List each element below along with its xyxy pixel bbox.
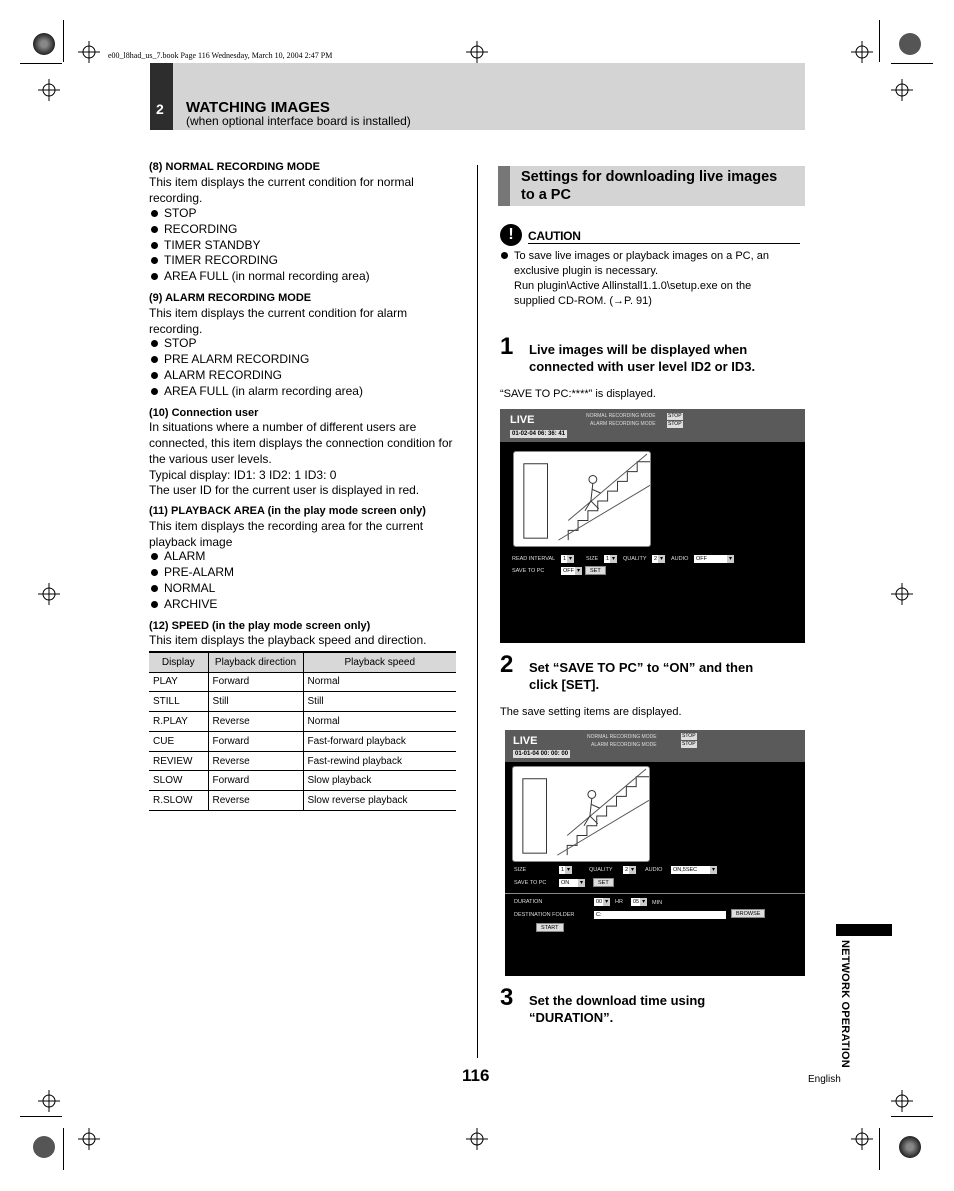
section-11-heading: (11) PLAYBACK AREA (in the play mode screen only) (149, 505, 426, 517)
camera-image (513, 451, 651, 547)
registration-mark-icon (78, 1128, 100, 1150)
step-instruction-line: click [SET]. (529, 677, 600, 692)
column-header: Display (149, 652, 208, 672)
step-instruction-line: connected with user level ID2 or ID3. (529, 359, 756, 374)
read-interval-label: READ INTERVAL (512, 556, 556, 562)
step-note: The save setting items are displayed. (500, 706, 682, 718)
size-label: SIZE (514, 867, 527, 873)
caution-text-line: To save live images or playback images on a PC, an (514, 250, 769, 262)
caution-text-line: Run plugin\Active Allinstall1.1.0\setup.exe on the (514, 280, 752, 292)
recording-mode-labels (586, 412, 656, 428)
save-to-pc-select[interactable]: ON ▾ (559, 879, 585, 887)
chapter-side-tab (836, 924, 892, 936)
timestamp: 01-02-04 06: 36: 41 (512, 431, 566, 437)
column-header: Playback speed (303, 652, 456, 672)
table-cell: STILL (149, 692, 208, 712)
read-interval-select[interactable]: 1 ▾ (561, 555, 574, 563)
step-instruction-line: Live images will be displayed when (529, 342, 748, 357)
language-label: English (808, 1074, 841, 1085)
section-8-heading: (8) NORMAL RECORDING MODE (149, 161, 320, 173)
section-title-accent (498, 166, 510, 206)
caution-label: CAUTION (528, 229, 581, 243)
table-cell: Slow playback (303, 771, 456, 791)
section-10-note: The user ID for the current user is displayed in red. (149, 483, 420, 497)
set-button[interactable]: SET (585, 566, 606, 575)
section-10-body-line: connected, this item displays the connection condition for (149, 436, 453, 450)
color-target-icon (899, 1136, 921, 1158)
table-header-row (149, 652, 456, 672)
table-cell: SLOW (149, 771, 208, 791)
section-12-body: This item displays the playback speed and direction. (149, 633, 427, 647)
table-cell: R.PLAY (149, 712, 208, 732)
section-11-body-line: playback image (149, 535, 233, 549)
crop-mark (879, 20, 880, 62)
caution-bullet (501, 252, 508, 259)
quality-label: QUALITY (623, 556, 647, 562)
duration-label: DURATION (514, 899, 543, 905)
save-settings-screenshot (505, 730, 805, 976)
table-cell: PLAY (149, 672, 208, 692)
playback-speed-table (149, 651, 456, 811)
crop-mark (20, 63, 62, 64)
section-8-body-line: This item displays the current condition for normal (149, 175, 414, 189)
section-10-heading: (10) Connection user (149, 407, 259, 419)
normal-mode-label: NORMAL RECORDING MODE (586, 413, 656, 419)
caution-text-line: exclusive plugin is necessary. (514, 265, 659, 277)
timestamp: 01-01-04 00: 00: 00 (515, 751, 569, 757)
live-label: LIVE (510, 414, 535, 426)
step-number: 3 (500, 984, 514, 1011)
separator (505, 893, 805, 894)
minute-label: MIN (652, 900, 663, 906)
column-divider (477, 165, 478, 1058)
size-label: SIZE (586, 556, 599, 562)
section-8-body-line: recording. (149, 191, 203, 205)
registration-mark-icon (851, 1128, 873, 1150)
crop-mark (879, 1128, 880, 1170)
live-label: LIVE (513, 735, 538, 747)
column-header: Playback direction (208, 652, 303, 672)
quality-label: QUALITY (589, 867, 613, 873)
table-cell: REVIEW (149, 751, 208, 771)
table-cell: Fast-forward playback (303, 731, 456, 751)
registration-mark-icon (38, 583, 60, 605)
chapter-number: 2 (156, 101, 164, 117)
table-row (149, 751, 456, 771)
table-row (149, 731, 456, 751)
normal-mode-status: STOP (682, 733, 696, 739)
section-10-body-line: In situations where a number of different users are (149, 420, 417, 434)
chapter-title: WATCHING IMAGES (186, 99, 330, 116)
registration-mark-icon (466, 1128, 488, 1150)
audio-select[interactable]: ON,5SEC ▾ (671, 866, 717, 874)
section-12-heading: (12) SPEED (in the play mode screen only) (149, 620, 371, 632)
alarm-mode-status: STOP (668, 421, 682, 427)
registration-mark-icon (38, 1090, 60, 1112)
crop-mark (20, 1116, 62, 1117)
quality-select[interactable]: 2 ▾ (623, 866, 636, 874)
table-cell: Forward (208, 731, 303, 751)
chapter-subtitle: (when optional interface board is installed) (186, 114, 411, 128)
print-info-line: e00_l8had_us_7.book Page 116 Wednesday, March 10, 2004 2:47 PM (108, 51, 333, 60)
registration-mark-icon (891, 79, 913, 101)
hour-label: HR (615, 899, 623, 905)
alarm-mode-status: STOP (682, 741, 696, 747)
audio-select[interactable]: OFF ▾ (694, 555, 734, 563)
save-to-pc-select[interactable]: OFF ▾ (561, 567, 582, 575)
registration-mark-icon (38, 79, 60, 101)
registration-mark-icon (891, 583, 913, 605)
table-cell: Forward (208, 771, 303, 791)
audio-label: AUDIO (645, 867, 663, 873)
quality-select[interactable]: 2 ▾ (652, 555, 665, 563)
save-to-pc-label: SAVE TO PC (512, 568, 545, 574)
table-cell: Still (303, 692, 456, 712)
step-instruction (529, 659, 804, 693)
section-9-heading: (9) ALARM RECORDING MODE (149, 292, 312, 304)
registration-mark-icon (851, 41, 873, 63)
section-9-body-line: recording. (149, 322, 203, 336)
table-cell: R.SLOW (149, 791, 208, 811)
camera-image (512, 766, 650, 862)
table-row (149, 712, 456, 732)
crop-mark (891, 1116, 933, 1117)
step-instruction-line: Set “SAVE TO PC” to “ON” and then (529, 660, 754, 675)
table-cell: Reverse (208, 712, 303, 732)
color-target-icon (33, 33, 55, 55)
step-instruction (529, 992, 804, 1026)
alarm-mode-label: ALARM RECORDING MODE (590, 421, 656, 427)
browse-button[interactable]: BROWSE (731, 909, 765, 918)
chapter-side-tab-label: NETWORK OPERATION (839, 940, 851, 1068)
step-number: 1 (500, 333, 514, 360)
table-cell: Reverse (208, 751, 303, 771)
save-to-pc-label: SAVE TO PC (514, 880, 547, 886)
destination-folder-label: DESTINATION FOLDER (514, 912, 575, 918)
section-title-line: to a PC (521, 187, 571, 203)
table-cell: Still (208, 692, 303, 712)
section-10-typical-display: Typical display: ID1: 3 ID2: 1 ID3: 0 (149, 468, 337, 482)
crop-mark (63, 20, 64, 62)
table-cell: Normal (303, 672, 456, 692)
size-select[interactable]: 1 ▾ (559, 866, 572, 874)
live-screen-screenshot (500, 409, 805, 643)
caution-underline (528, 243, 800, 244)
caution-icon: ! (500, 224, 522, 246)
step-instruction-line: Set the download time using (529, 993, 706, 1008)
table-row (149, 692, 456, 712)
set-button[interactable]: SET (593, 878, 614, 887)
step-number: 2 (500, 651, 514, 678)
registration-mark-icon (466, 41, 488, 63)
section-9-body-line: This item displays the current condition for alarm (149, 306, 408, 320)
page-number: 116 (462, 1066, 490, 1085)
section-title (521, 168, 803, 204)
table-cell: Slow reverse playback (303, 791, 456, 811)
step-note: “SAVE TO PC:****” is displayed. (500, 388, 656, 400)
destination-folder-input[interactable]: C: (594, 911, 726, 919)
table-row (149, 672, 456, 692)
chapter-number-tab (150, 63, 173, 130)
step-instruction-line: “DURATION”. (529, 1010, 614, 1025)
start-button[interactable]: START (536, 923, 564, 932)
caution-text-line: supplied CD-ROM. (→P. 91) (514, 295, 652, 307)
table-row (149, 771, 456, 791)
normal-mode-status: STOP (668, 413, 682, 419)
normal-mode-label: NORMAL RECORDING MODE (587, 734, 657, 740)
table-cell: Reverse (208, 791, 303, 811)
table-cell: Fast-rewind playback (303, 751, 456, 771)
section-11-body-line: This item displays the recording area for the current (149, 519, 424, 533)
registration-mark-icon (78, 41, 100, 63)
alarm-mode-label: ALARM RECORDING MODE (591, 742, 657, 748)
crop-mark (63, 1128, 64, 1170)
duration-minute-select[interactable]: 05 ▾ (631, 898, 647, 906)
section-10-body-line: the various user levels. (149, 452, 272, 466)
color-target-icon (899, 33, 921, 55)
color-target-icon (33, 1136, 55, 1158)
table-cell: CUE (149, 731, 208, 751)
section-title-line: Settings for downloading live images (521, 169, 778, 185)
caution-text (514, 249, 804, 309)
table-cell: Normal (303, 712, 456, 732)
crop-mark (891, 63, 933, 64)
duration-hour-select[interactable]: 00 ▾ (594, 898, 610, 906)
table-cell: Forward (208, 672, 303, 692)
step-instruction (529, 341, 804, 375)
recording-mode-labels (587, 733, 657, 749)
audio-label: AUDIO (671, 556, 689, 562)
table-row (149, 791, 456, 811)
registration-mark-icon (891, 1090, 913, 1112)
size-select[interactable]: 1 ▾ (604, 555, 617, 563)
